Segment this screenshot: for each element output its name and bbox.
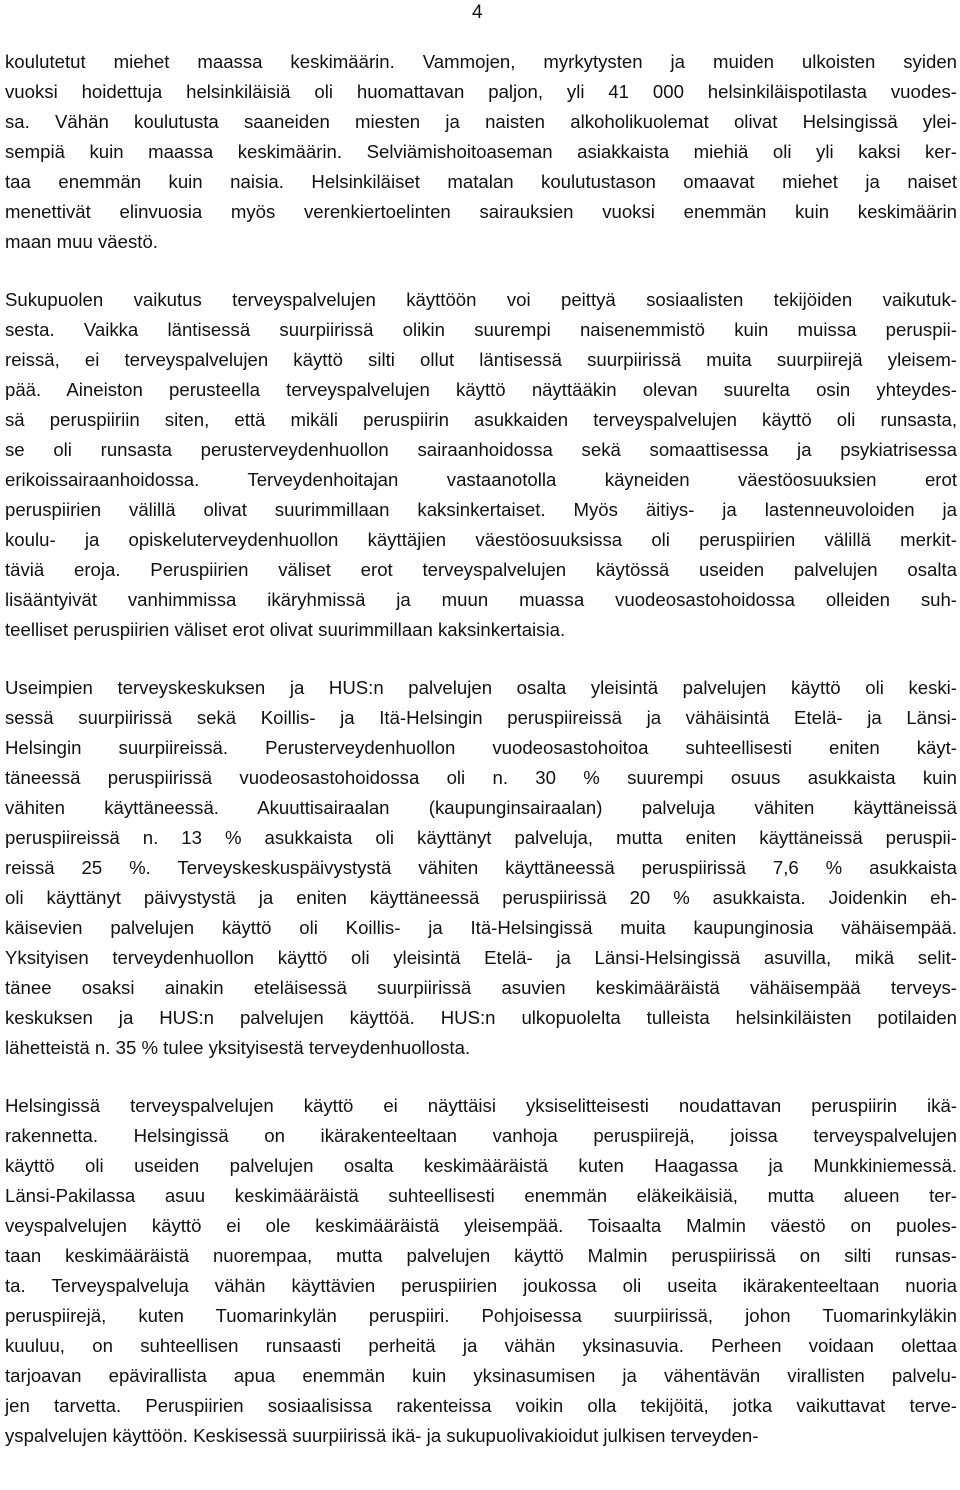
text-line: pää. Aineiston perusteella terveyspalvelujen käyttö näyttääkin olevan suurelta osin yhteydes- <box>5 379 957 400</box>
text-line: ta. Terveyspalveluja vähän käyttävien peruspiirien joukossa oli useita ikärakenteeltaan nuoria <box>5 1275 957 1296</box>
paragraph-1 <box>5 47 957 257</box>
text-line: sa. Vähän koulutusta saaneiden miesten ja naisten alkoholikuolemat olivat Helsingissä ylei- <box>5 111 957 132</box>
paragraph-4 <box>5 1091 957 1451</box>
text-line: täviä eroja. Peruspiirien väliset erot terveyspalvelujen käytössä useiden palvelujen osalta <box>5 559 957 580</box>
text-line: reissä, ei terveyspalvelujen käyttö silti ollut läntisessä suurpiirissä muita suurpiirejä yleisem- <box>5 349 957 370</box>
text-line: tänee osaksi ainakin eteläisessä suurpiirissä asuvien keskimääräistä vähäisempää terveys- <box>5 977 957 998</box>
text-line: yspalvelujen käyttöön. Keskisessä suurpiirissä ikä- ja sukupuolivakioidut julkisen terveyden- <box>5 1425 759 1446</box>
text-line: reissä 25 %. Terveyskeskuspäivystystä vähiten käyttäneessä peruspiirissä 7,6 % asukkaista <box>5 857 957 878</box>
text-line: menettivät elinvuosia myös verenkiertoelinten sairauksien vuoksi enemmän kuin keskimäärin <box>5 201 957 222</box>
text-line: sempiä kuin maassa keskimäärin. Selviämishoitoaseman asiakkaista miehiä oli yli kaksi ker- <box>5 141 957 162</box>
text-line: tarjoavan epävirallista apua enemmän kuin yksinasumisen ja vähentävän virallisten palvelu- <box>5 1365 957 1386</box>
text-line: keskuksen ja HUS:n palvelujen käyttöä. HUS:n ulkopuolelta tulleista helsinkiläisten potilaiden <box>5 1007 957 1028</box>
text-line: koulutetut miehet maassa keskimäärin. Vammojen, myrkytysten ja muiden ulkoisten syiden <box>5 51 957 72</box>
text-line: Sukupuolen vaikutus terveyspalvelujen käyttöön voi peittyä sosiaalisten tekijöiden vaikutuk- <box>5 289 957 310</box>
text-line: teelliset peruspiirien väliset erot olivat suurimmillaan kaksinkertaisia. <box>5 619 566 640</box>
text-line: koulu- ja opiskeluterveydenhuollon käyttäjien väestöosuuksissa oli peruspiirien välillä merkit- <box>5 529 957 550</box>
text-line: peruspiirien välillä olivat suurimmillaan kaksinkertaiset. Myös äitiys- ja lastenneuvoloiden ja <box>5 499 957 520</box>
text-line: Helsingissä terveyspalvelujen käyttö ei näyttäisi yksiselitteisesti noudattavan peruspiirin ikä- <box>5 1095 957 1116</box>
text-line: sessä suurpiirissä sekä Koillis- ja Itä-Helsingin peruspiireissä ja vähäisintä Etelä- ja Länsi- <box>5 707 957 728</box>
text-line: lähetteistä n. 35 % tulee yksityisestä terveydenhuollosta. <box>5 1037 471 1058</box>
text-line: taan keskimääräistä nuorempaa, mutta palvelujen käyttö Malmin peruspiirissä on silti runsas- <box>5 1245 957 1266</box>
text-line: vähiten käyttäneessä. Akuuttisairaalan (kaupunginsairaalan) palveluja vähiten käyttäneissä <box>5 797 957 818</box>
text-line: maan muu väestö. <box>5 231 158 252</box>
text-line: se oli runsasta perusterveydenhuollon sairaanhoidossa sekä somaattisessa ja psykiatrisessa <box>5 439 957 460</box>
text-line: lisääntyivät vanhimmissa ikäryhmissä ja muun muassa vuodeosastohoidossa olleiden suh- <box>5 589 957 610</box>
text-line: täneessä peruspiirissä vuodeosastohoidossa oli n. 30 % suurempi osuus asukkaista kuin <box>5 767 957 788</box>
text-line: Länsi-Pakilassa asuu keskimääräistä suhteellisesti enemmän eläkeikäisiä, mutta alueen ter- <box>5 1185 957 1206</box>
text-line: käyttö oli useiden palvelujen osalta keskimääräistä kuten Haagassa ja Munkkiniemessä. <box>5 1155 957 1176</box>
text-line: rakennetta. Helsingissä on ikärakenteeltaan vanhoja peruspiirejä, joissa terveyspalvelujen <box>5 1125 957 1146</box>
text-line: sä peruspiiriin siten, että mikäli peruspiirin asukkaiden terveyspalvelujen käyttö oli runsasta, <box>5 409 957 430</box>
text-line: veyspalvelujen käyttö ei ole keskimääräistä yleisempää. Toisaalta Malmin väestö on puoles- <box>5 1215 957 1236</box>
text-line: Yksityisen terveydenhuollon käyttö oli yleisintä Etelä- ja Länsi-Helsingissä asuvilla, mikä selit- <box>5 947 957 968</box>
text-line: kuuluu, on suhteellisen runsaasti perheitä ja vähän yksinasuvia. Perheen voidaan olettaa <box>5 1335 957 1356</box>
text-line: käisevien palvelujen käyttö oli Koillis- ja Itä-Helsingissä muita kaupunginosia vähäisempää. <box>5 917 957 938</box>
text-line: sesta. Vaikka läntisessä suurpiirissä olikin suurempi naisenemmistö kuin muissa peruspii- <box>5 319 957 340</box>
text-line: jen tarvetta. Peruspiirien sosiaalisissa rakenteissa voikin olla tekijöitä, jotka vaikuttavat terve- <box>5 1395 957 1416</box>
text-line: peruspiireissä n. 13 % asukkaista oli käyttänyt palveluja, mutta eniten käyttäneissä peruspii- <box>5 827 957 848</box>
text-line: Useimpien terveyskeskuksen ja HUS:n palvelujen osalta yleisintä palvelujen käyttö oli keski- <box>5 677 957 698</box>
paragraph-2 <box>5 285 957 645</box>
text-line: oli käyttänyt päivystystä ja eniten käyttäneessä peruspiirissä 20 % asukkaista. Joidenkin eh- <box>5 887 957 908</box>
document-body <box>5 47 957 1479</box>
text-line: vuoksi hoidettuja helsinkiläisiä oli huomattavan paljon, yli 41 000 helsinkiläispotilasta vuodes- <box>5 81 957 102</box>
paragraph-3 <box>5 673 957 1063</box>
text-line: peruspiirejä, kuten Tuomarinkylän peruspiiri. Pohjoisessa suurpiirissä, johon Tuomarinkyläkin <box>5 1305 957 1326</box>
text-line: Helsingin suurpiireissä. Perusterveydenhuollon vuodeosastohoitoa suhteellisesti eniten käyt- <box>5 737 957 758</box>
text-line: erikoissairaanhoidossa. Terveydenhoitajan vastaanotolla käyneiden väestöosuuksien erot <box>5 469 957 490</box>
page-number: 4 <box>472 2 483 23</box>
text-line: taa enemmän kuin naisia. Helsinkiläiset matalan koulutustason omaavat miehet ja naiset <box>5 171 957 192</box>
